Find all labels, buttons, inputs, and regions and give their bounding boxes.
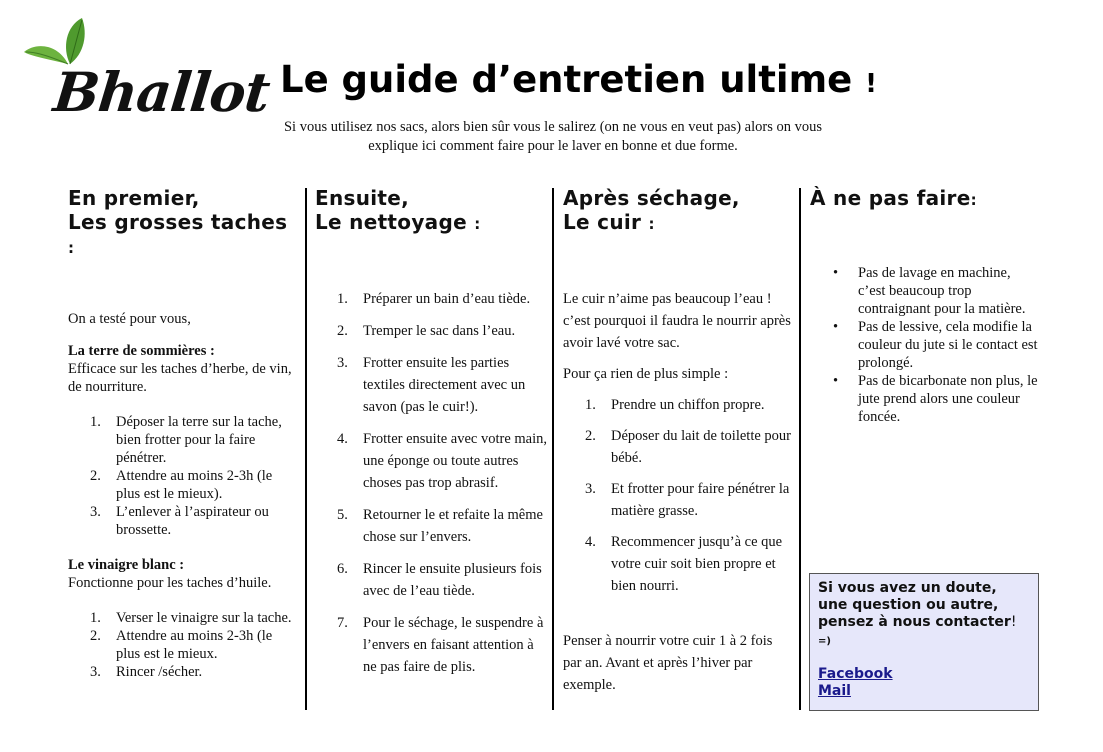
item-number: 6. [337,561,348,577]
column-heading [315,186,547,236]
item-text: Déposer du lait de toilette pour bébé. [611,428,791,466]
list-item [68,413,298,467]
item-text: Frotter ensuite les parties textiles directement avec un savon (pas le cuir!). [363,355,526,415]
section-desc: Fonctionne pour les taches d’huile. [68,575,272,591]
section-title [68,556,298,574]
item-text: Et frotter pour faire pénétrer la matière grasse. [611,481,790,519]
list-item [810,318,1040,372]
heading-colon: : [970,191,977,209]
list-item [315,288,547,310]
item-number: 1. [337,291,348,307]
column-heading [68,186,298,260]
item-text: Tremper le sac dans l’eau. [363,323,516,339]
col3-paragraph: Le cuir n’aime pas beaucoup l’eau ! c’est pourquoi il faudra le nourrir après avoir lavé votre sac. [563,291,791,351]
item-number: 2. [337,323,348,339]
list-item [315,320,547,342]
item-text: Pas de lessive, cela modifie la couleur du jute si le contact est prolongé. [858,319,1038,371]
item-number: 3. [585,481,596,497]
bullet-icon: • [833,319,839,335]
heading-line1: En premier, [68,186,200,210]
item-number: 3. [90,504,101,520]
item-text: Retourner le et refaite la même chose sur l’envers. [363,507,543,545]
column-heading [563,186,791,236]
list-item [68,627,298,663]
item-text: Préparer un bain d’eau tiède. [363,291,531,307]
contact-box [809,573,1039,711]
list-item [315,558,547,602]
item-number: 4. [585,534,596,550]
list-item [68,467,298,503]
item-number: 3. [90,664,101,680]
list-item [315,504,547,548]
column-divider [552,188,554,710]
item-number: 1. [90,414,101,430]
contact-exclaim: ! [1010,614,1017,630]
steps-list [68,609,298,681]
bullet-icon: • [833,265,839,281]
section-title-text: La terre de sommières : [68,343,215,359]
col3-paragraph: Penser à nourrir votre cuir 1 à 2 fois par an. Avant et après l’hiver par exemple. [563,633,773,693]
steps-list [563,394,791,597]
intro-text: Si vous utilisez nos sacs, alors bien sûr vous le salirez (on ne vous en veut pas) alors on vous explique ici comment faire pour le laver en bonne et due forme. [283,119,823,154]
steps-list [68,413,298,539]
item-number: 1. [90,610,101,626]
item-number: 2. [90,468,101,484]
page-title-mark: ! [865,69,878,99]
heading-line2: Le cuir [563,210,642,234]
list-item [563,478,791,522]
page-title-text: Le guide d’entretien ultime [280,58,853,101]
brand-logo [22,14,273,124]
item-text: Rincer /sécher. [116,664,203,680]
item-number: 7. [337,615,348,631]
list-item [315,612,547,678]
facebook-link[interactable]: Facebook [818,666,893,682]
list-item [810,264,1040,318]
heading-line1: Ensuite, [315,186,410,210]
list-item [563,425,791,469]
col3-paragraph: Pour ça rien de plus simple : [563,366,729,382]
item-text: Attendre au moins 2-3h (le plus est le mieux. [116,628,273,662]
list-item [563,531,791,597]
item-number: 2. [585,428,596,444]
item-number: 1. [585,397,596,413]
column-cleaning [315,186,547,688]
heading-line1: À ne pas faire [810,186,971,210]
steps-list [315,288,547,678]
dont-list [810,264,1040,426]
heading-colon: : [68,239,75,257]
list-item [68,609,298,627]
column-stains [68,186,298,681]
heading-colon: : [474,215,481,233]
mail-link[interactable]: Mail [818,683,851,699]
heading-colon: : [648,215,655,233]
column-divider [305,188,307,710]
contact-links [818,666,1030,700]
column-heading [810,186,1040,212]
item-text: Pas de lavage en machine, c’est beaucoup trop contraignant pour la matière. [858,265,1026,317]
item-text: Verser le vinaigre sur la tache. [116,610,292,626]
section-desc: Efficace sur les taches d’herbe, de vin, de nourriture. [68,361,292,395]
item-number: 4. [337,431,348,447]
column-leather [563,186,791,696]
item-text: Déposer la terre sur la tache, bien frotter pour la faire pénétrer. [116,414,282,466]
section-title-text: Le vinaigre blanc : [68,557,185,573]
contact-message-text: Si vous avez un doute, une question ou autre, pensez à nous contacter [818,580,1011,630]
item-text: Frotter ensuite avec votre main, une éponge ou toute autres choses pas trop abrasif. [363,431,548,491]
heading-line2: Le nettoyage [315,210,467,234]
page-title [280,58,877,101]
item-text: Rincer le ensuite plusieurs fois avec de l’eau tiède. [363,561,542,599]
list-item [315,428,547,494]
list-item [315,352,547,418]
item-number: 5. [337,507,348,523]
item-text: Pas de bicarbonate non plus, le jute prend alors une couleur foncée. [858,373,1038,425]
item-text: L’enlever à l’aspirateur ou brossette. [116,504,269,538]
item-text: Pour le séchage, le suspendre à l’envers en faisant attention à ne pas faire de plis. [363,615,544,675]
item-text: Prendre un chiffon propre. [611,397,765,413]
item-number: 2. [90,628,101,644]
smiley: =) [818,636,831,647]
heading-line2: Les grosses taches [68,210,288,234]
list-item [68,663,298,681]
list-item [563,394,791,416]
list-item [68,503,298,539]
list-item [810,372,1040,426]
item-text: Attendre au moins 2-3h (le plus est le mieux). [116,468,273,502]
item-text: Recommencer jusqu’à ce que votre cuir soit bien propre et bien nourri. [611,534,783,594]
column-dont [810,186,1040,426]
section-title [68,342,298,360]
item-number: 3. [337,355,348,371]
brand-name: Bhallot [50,60,273,124]
contact-message [818,580,1030,631]
heading-line1: Après séchage, [563,186,740,210]
bullet-icon: • [833,373,839,389]
col1-intro: On a testé pour vous, [68,311,191,327]
column-divider [799,188,801,710]
